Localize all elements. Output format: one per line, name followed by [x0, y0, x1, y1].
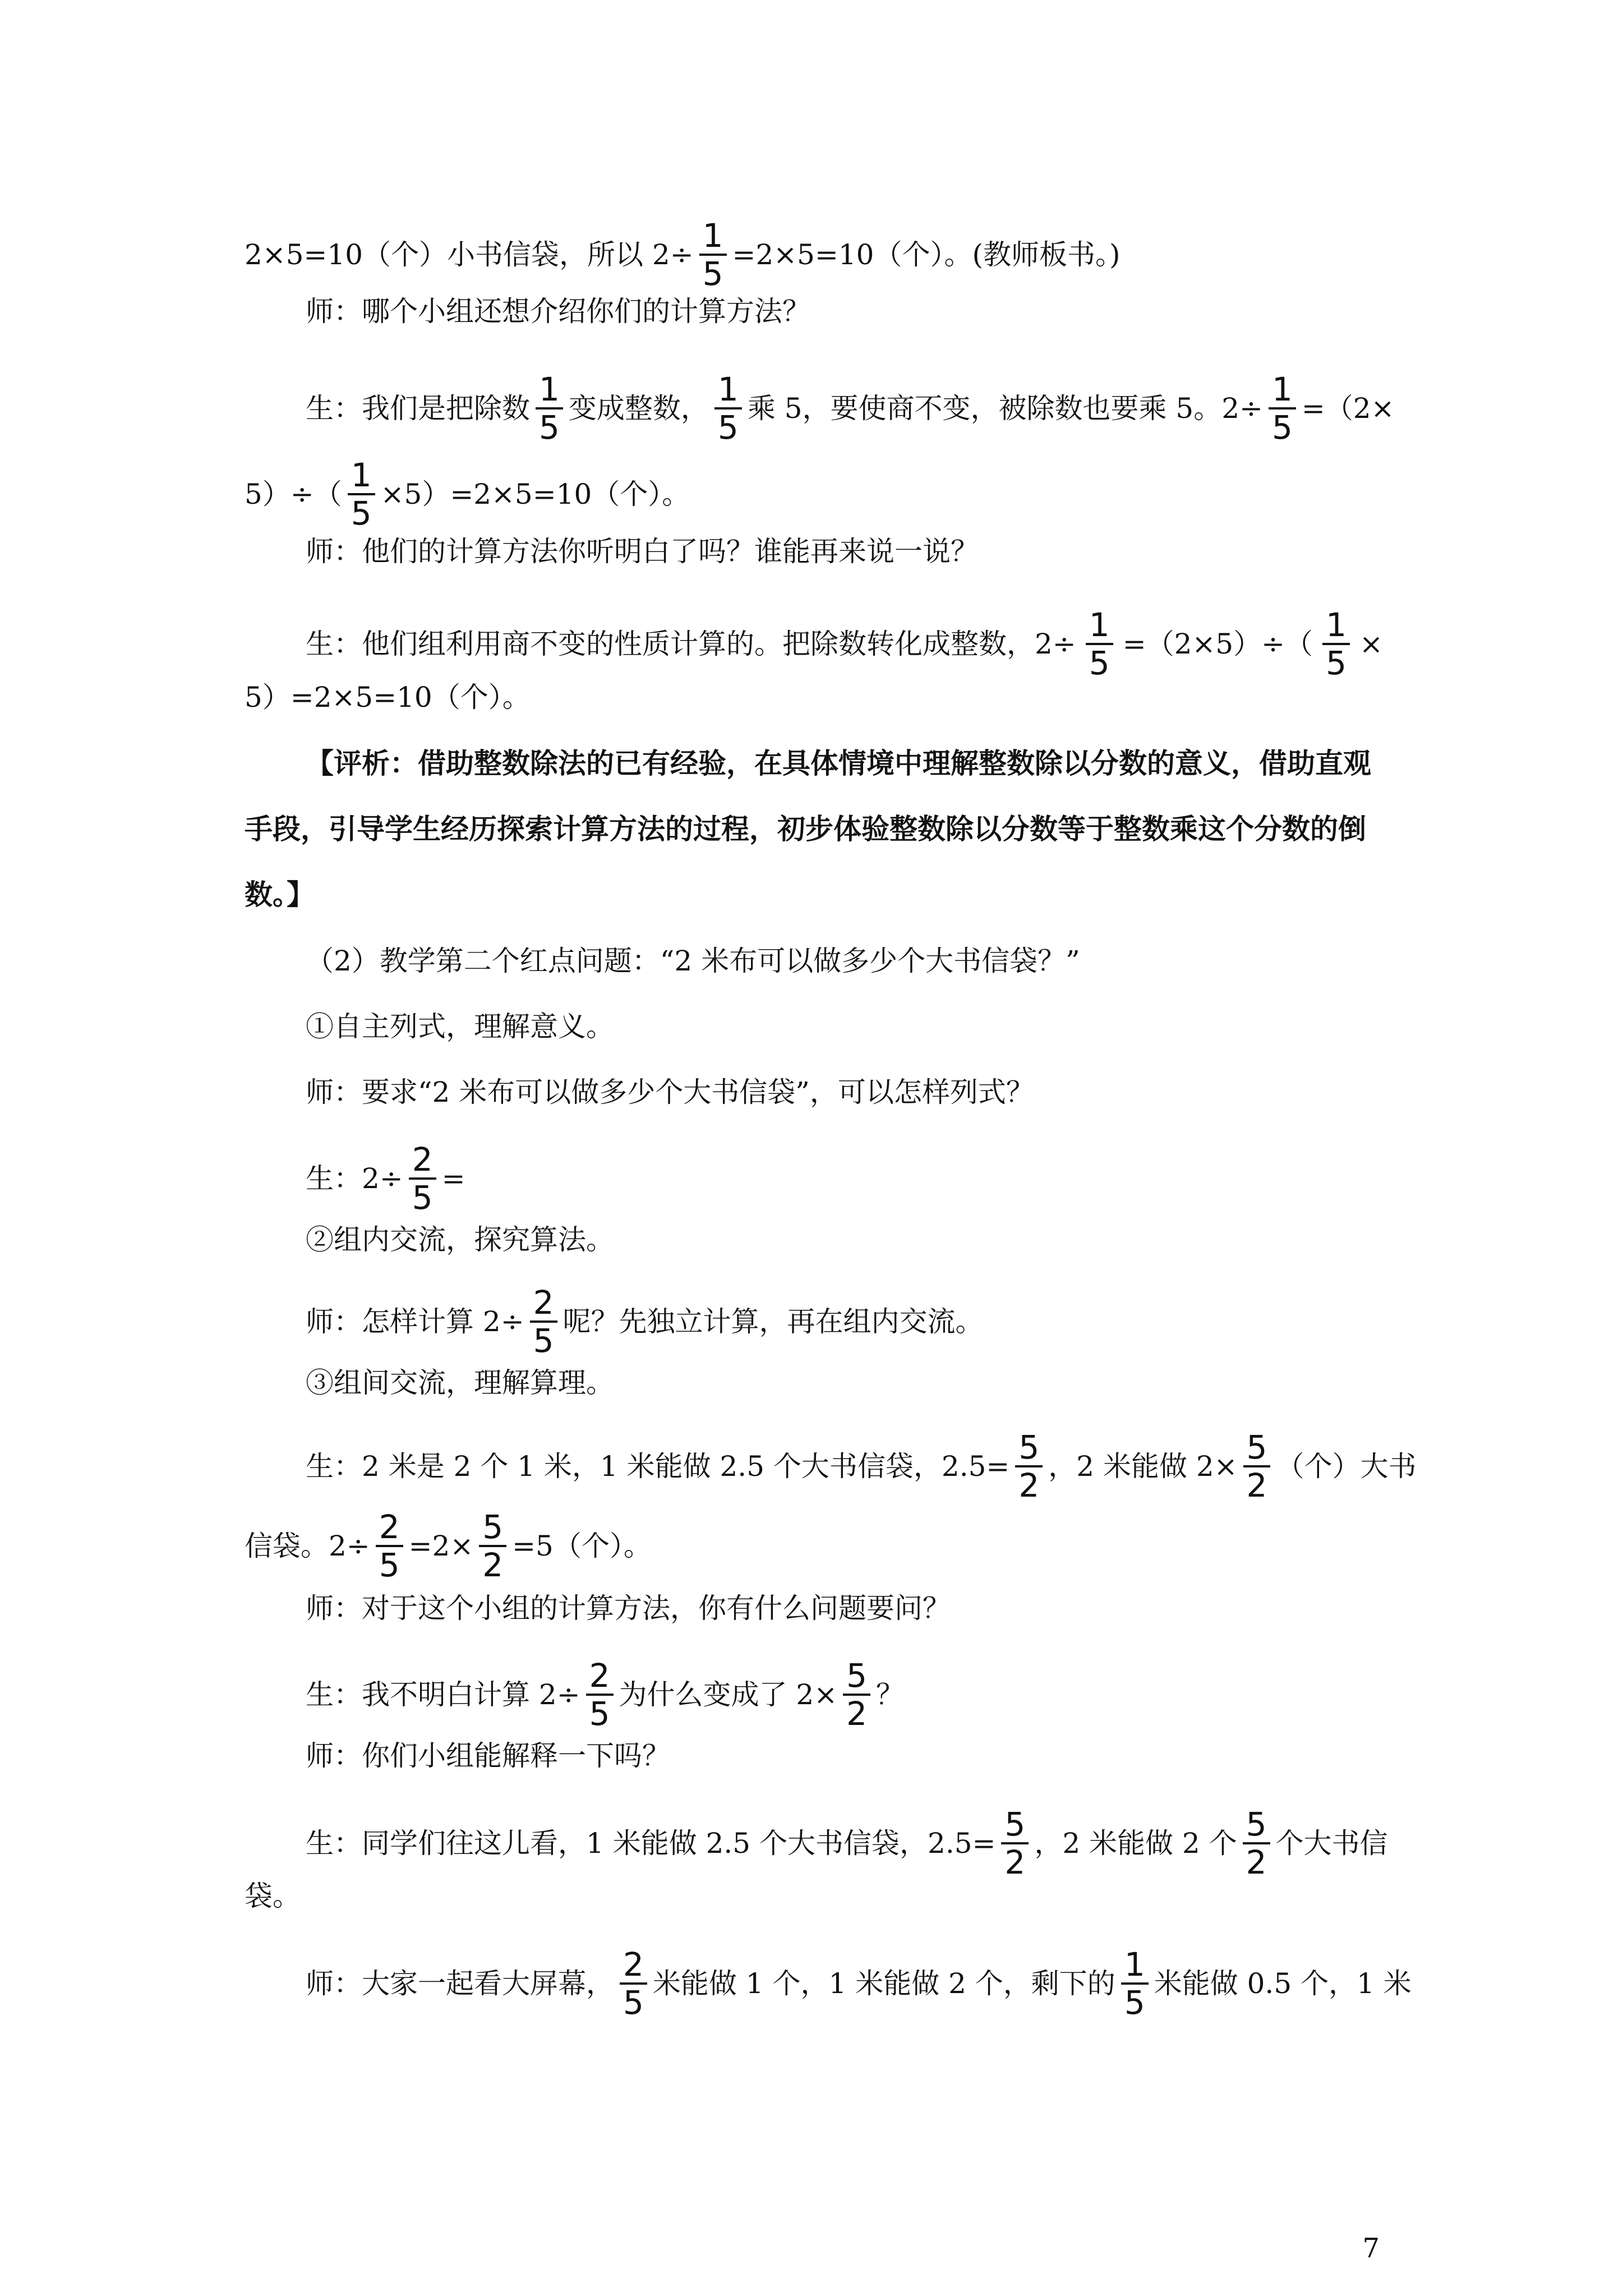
text-segment: =5（个）。 — [512, 1530, 652, 1562]
fraction-numerator: 5 — [1001, 1806, 1029, 1844]
fraction-denominator: 5 — [623, 1984, 644, 2022]
paragraph-line — [245, 218, 1383, 292]
text-segment: 师：你们小组能解释一下吗？ — [306, 1740, 670, 1772]
text-segment: 师：怎样计算 2÷ — [306, 1305, 524, 1338]
fraction-numerator: 2 — [620, 1947, 647, 1985]
fraction-numerator: 1 — [348, 457, 375, 495]
text-segment: = — [441, 1162, 465, 1195]
fraction-numerator: 1 — [536, 371, 563, 409]
fraction — [409, 1142, 436, 1216]
text-segment: =（2× — [1301, 392, 1395, 425]
text-segment: ×5）=2×5=10（个）。 — [380, 478, 690, 510]
fraction-denominator: 5 — [412, 1179, 433, 1217]
text-segment: 师：对于这个小组的计算方法，你有什么问题要问？ — [306, 1592, 951, 1625]
fraction-denominator: 2 — [1004, 1843, 1026, 1881]
fraction-denominator: 5 — [533, 1322, 554, 1360]
fraction-numerator: 2 — [376, 1509, 403, 1547]
fraction — [530, 1285, 557, 1359]
fraction — [376, 1509, 403, 1583]
fraction-denominator: 5 — [539, 408, 560, 447]
fraction — [479, 1509, 506, 1583]
text-segment: 乘 5，要使商不变，被除数也要乘 5。2÷ — [747, 392, 1263, 425]
commentary-line — [306, 744, 1383, 783]
paragraph-line — [306, 1073, 1383, 1112]
fraction — [1269, 371, 1296, 445]
paragraph-line — [306, 1220, 1383, 1259]
fraction-numerator: 1 — [699, 218, 727, 256]
text-segment: 师：大家一起看大屏幕， — [306, 1967, 614, 2000]
fraction — [536, 371, 563, 445]
text-segment: ？ — [876, 1678, 905, 1711]
fraction-denominator: 5 — [589, 1695, 610, 1733]
text-segment: =2× — [408, 1530, 474, 1562]
fraction — [620, 1947, 647, 2021]
paragraph-line — [306, 1363, 1383, 1402]
text-segment: 生：他们组利用商不变的性质计算的。把除数转化成整数，2÷ — [306, 628, 1076, 660]
fraction-denominator: 5 — [717, 408, 739, 447]
fraction — [586, 1658, 614, 1732]
paragraph-line — [306, 1658, 1383, 1732]
paragraph-line — [306, 941, 1383, 981]
text-segment: 师：要求“2 米布可以做多少个大书信袋”，可以怎样列式？ — [306, 1076, 1034, 1108]
fraction-numerator: 1 — [714, 371, 742, 409]
fraction-denominator: 5 — [1271, 408, 1293, 447]
text-segment: 为什么变成了 2× — [619, 1678, 838, 1711]
fraction-numerator: 5 — [1243, 1806, 1270, 1844]
text-segment: 手段，引导学生经历探索计算方法的过程，初步体验整数除以分数等于整数乘这个分数的倒 — [245, 812, 1366, 845]
commentary-line — [245, 875, 1383, 914]
fraction — [714, 371, 742, 445]
text-segment: 呢？先独立计算，再在组内交流。 — [562, 1305, 984, 1338]
fraction — [1086, 607, 1113, 681]
text-segment: 生：2÷ — [306, 1162, 403, 1195]
text-segment: ，2 米能做 2× — [1048, 1450, 1238, 1483]
text-segment: 师：他们的计算方法你听明白了吗？谁能再来说一说？ — [306, 535, 979, 568]
commentary-line — [245, 809, 1383, 849]
fraction — [843, 1658, 870, 1732]
text-segment: （2）教学第二个红点问题：“2 米布可以做多少个大书信袋？” — [306, 945, 1080, 977]
paragraph-line — [245, 678, 1383, 717]
text-segment: ③组间交流，理解算理。 — [306, 1366, 614, 1399]
text-segment: 生：同学们往这儿看，1 米能做 2.5 个大书信袋，2.5= — [306, 1827, 996, 1860]
text-segment: 变成整数， — [568, 392, 709, 425]
text-segment: ，2 米能做 2 个 — [1034, 1827, 1237, 1860]
page-number: 7 — [1362, 2233, 1380, 2264]
fraction — [1121, 1947, 1149, 2021]
fraction-numerator: 1 — [1086, 607, 1113, 645]
fraction-numerator: 1 — [1121, 1947, 1149, 1985]
paragraph-line — [245, 457, 1383, 531]
fraction-denominator: 5 — [379, 1546, 400, 1584]
paragraph-line — [306, 532, 1383, 571]
text-segment: 5）÷（ — [245, 478, 342, 510]
fraction-denominator: 5 — [1089, 644, 1110, 682]
fraction-numerator: 2 — [586, 1658, 614, 1696]
paragraph-line — [306, 607, 1383, 681]
text-segment: 5）=2×5=10（个）。 — [245, 681, 531, 714]
paragraph-line — [306, 1805, 1388, 1881]
fraction-numerator: 2 — [530, 1285, 557, 1323]
fraction — [1001, 1806, 1029, 1880]
paragraph-line — [306, 1428, 1417, 1504]
fraction — [1015, 1429, 1043, 1503]
paragraph-line — [245, 1509, 1383, 1583]
fraction-numerator: 5 — [479, 1509, 506, 1547]
fraction — [1243, 1429, 1271, 1503]
paragraph-line — [306, 1945, 1412, 2022]
paragraph-line — [306, 292, 1383, 331]
text-segment: 师：哪个小组还想介绍你们的计算方法？ — [306, 295, 810, 328]
text-segment: 个大书信 — [1275, 1827, 1388, 1860]
fraction-denominator: 5 — [351, 494, 372, 532]
fraction-numerator: 1 — [1269, 371, 1296, 409]
fraction-denominator: 2 — [1246, 1843, 1267, 1881]
fraction — [1322, 607, 1350, 681]
fraction-denominator: 2 — [1018, 1466, 1040, 1504]
text-segment: × — [1359, 628, 1383, 660]
fraction-denominator: 5 — [1326, 644, 1347, 682]
paragraph-line — [306, 1142, 1383, 1216]
fraction-numerator: 5 — [1015, 1429, 1043, 1467]
fraction-numerator: 5 — [843, 1658, 870, 1696]
text-segment: =2×5=10（个）。(教师板书。) — [732, 238, 1121, 271]
fraction-denominator: 2 — [846, 1695, 868, 1733]
fraction — [1243, 1806, 1270, 1880]
fraction-numerator: 2 — [409, 1142, 436, 1180]
fraction-numerator: 1 — [1322, 607, 1350, 645]
fraction-denominator: 2 — [1246, 1466, 1267, 1504]
fraction-denominator: 2 — [482, 1546, 504, 1584]
fraction — [348, 457, 375, 531]
text-segment: 生：我不明白计算 2÷ — [306, 1678, 580, 1711]
fraction — [699, 218, 727, 292]
text-segment: 2×5=10（个）小书信袋，所以 2÷ — [245, 238, 694, 271]
text-segment: 米能做 1 个，1 米能做 2 个，剩下的 — [652, 1967, 1115, 2000]
text-segment: 生：2 米是 2 个 1 米，1 米能做 2.5 个大书信袋，2.5= — [306, 1450, 1010, 1483]
fraction-numerator: 5 — [1243, 1429, 1271, 1467]
text-segment: 数。】 — [245, 878, 315, 911]
text-segment: 生：我们是把除数 — [306, 392, 530, 425]
text-segment: 信袋。2÷ — [245, 1530, 370, 1562]
text-segment: （个）大书 — [1276, 1450, 1417, 1483]
paragraph-line — [306, 1736, 1383, 1775]
text-segment: 袋。 — [245, 1880, 301, 1912]
paragraph-line — [306, 1589, 1383, 1628]
fraction-denominator: 5 — [1124, 1984, 1145, 2022]
text-segment: ①自主列式，理解意义。 — [306, 1010, 614, 1043]
paragraph-line — [245, 1876, 1383, 1916]
fraction-denominator: 5 — [702, 255, 723, 293]
paragraph-line — [306, 1285, 1383, 1359]
text-segment: 米能做 0.5 个，1 米 — [1154, 1967, 1412, 2000]
paragraph-line — [306, 1007, 1383, 1046]
text-segment: =（2×5）÷（ — [1122, 628, 1313, 660]
paragraph-line — [306, 370, 1395, 447]
text-segment: ②组内交流，探究算法。 — [306, 1223, 614, 1256]
text-segment: 【评析：借助整数除法的已有经验，在具体情境中理解整数除以分数的意义，借助直观 — [306, 747, 1371, 780]
